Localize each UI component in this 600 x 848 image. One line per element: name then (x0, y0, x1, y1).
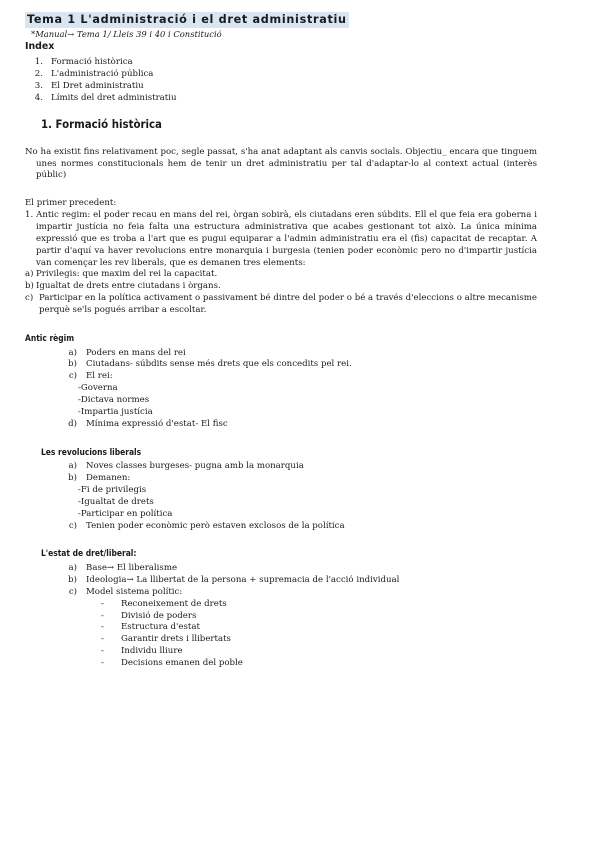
list-item (63, 575, 537, 587)
antic-regim-heading: Antic règim (25, 332, 75, 344)
list-text: Límits del dret administratiu (51, 92, 177, 103)
document-title: Tema 1 L'administració i el dret administratiu (27, 13, 347, 26)
list-marker: c) (68, 586, 77, 597)
list-text: Reconeixement de drets (121, 598, 227, 609)
dash-marker: - (101, 622, 104, 633)
list-text: Ideologia→ La llibertat de la persona + supremacia de l'acció individual (86, 574, 400, 585)
list-marker: b) (68, 473, 77, 484)
list-text: Participar en la política activament o passivament bé dintre del poder o bé a través d'eleccions o altre mecanisme perquè se'ls pogués arribar a escoltar. (39, 293, 537, 315)
list-text: Garantir drets i llibertats (121, 634, 231, 645)
antic-regim-list (63, 348, 537, 384)
section-intro (25, 147, 537, 183)
precedent-label: El primer precedent: (25, 198, 117, 209)
antic-regim-paragraph (25, 210, 537, 269)
list-text: Base→ El liberalisme (86, 563, 178, 574)
list-text: Tenien poder econòmic però estaven exclosos de la política (86, 520, 345, 531)
list-item (25, 281, 537, 293)
sub-list (78, 383, 537, 419)
sub-list (78, 485, 537, 521)
list-text: Igualtat de drets entre ciutadans i òrgans. (36, 281, 221, 292)
list-marker: a) (68, 461, 77, 472)
dash-marker: - (101, 657, 104, 668)
revolucions-heading: Les revolucions liberals (41, 446, 142, 458)
revolucions-list-cont (63, 521, 537, 533)
list-item (101, 611, 537, 623)
list-item (63, 473, 537, 485)
list-item (25, 81, 537, 93)
list-text: Individu lliure (121, 646, 183, 657)
sub-item: -Igualtat de drets (78, 496, 154, 507)
list-item (25, 293, 537, 317)
estat-dret-list (63, 563, 537, 599)
model-list (101, 599, 537, 670)
revolucions-list (63, 461, 537, 485)
list-text: El rei: (86, 371, 113, 382)
list-item (63, 348, 537, 360)
list-item (101, 658, 537, 670)
list-item (63, 371, 537, 383)
list-number: 3. (34, 80, 43, 91)
list-text: Noves classes burgeses- pugna amb la monarquia (86, 461, 304, 472)
sub-item: -Impartia justícia (78, 406, 153, 417)
list-marker: a) (68, 563, 77, 574)
list-text: Formació històrica (51, 57, 133, 68)
list-number: 2. (34, 69, 43, 80)
list-text: Divisió de poders (121, 610, 197, 621)
list-marker: b) (68, 574, 77, 585)
list-number: 4. (34, 92, 43, 103)
list-text: Model sistema polític: (86, 586, 183, 597)
dash-marker: - (101, 610, 104, 621)
list-item (101, 599, 537, 611)
dash-marker: - (101, 646, 104, 657)
list-text: Mínima expressió d'estat- El fisc (86, 418, 228, 429)
sub-item: -Dictava normes (78, 394, 150, 405)
intro-text: No ha existit fins relativament poc, segle passat, s'ha anat adaptant als canvis socials. Objectiu_ encara que tinguem unes normes constitucionals hem de tenir un dret administratiu per tal d'adaptar-lo al context actual (interès públic) (25, 146, 537, 181)
list-marker: d) (68, 418, 77, 429)
list-marker: c) (68, 371, 77, 382)
list-marker: b) (68, 359, 77, 370)
estat-dret-heading: L'estat de dret/liberal: (41, 548, 137, 560)
list-marker: c) (68, 520, 77, 531)
sub-item: -Fi de privilegis (78, 484, 147, 495)
list-item (25, 269, 537, 281)
list-text: L'administració pública (51, 69, 154, 80)
index-list (25, 57, 537, 104)
dash-marker: - (101, 634, 104, 645)
list-item (63, 587, 537, 599)
list-text: El Dret administratiu (51, 80, 144, 91)
list-marker: b) (25, 281, 34, 292)
sub-item: -Participar en política (78, 508, 173, 519)
index-heading: Index (25, 41, 55, 53)
list-item (25, 57, 537, 69)
list-marker: c) (25, 293, 34, 304)
list-text: Decisions emanen del poble (121, 657, 243, 668)
antic-regim-list-cont (63, 419, 537, 431)
list-text: Privilegis: que maxim del rei la capacitat. (36, 269, 218, 280)
list-item (25, 69, 537, 81)
sub-item: -Governa (78, 383, 118, 394)
section-heading: 1. Formació històrica (41, 116, 162, 131)
document-subtitle: *Manual→ Tema 1/ Lleis 39 i 40 i Constitució (31, 28, 222, 39)
list-item (63, 419, 537, 431)
list-number: 1. (34, 57, 43, 68)
list-text: Poders en mans del rei (86, 347, 186, 358)
list-item (101, 622, 537, 634)
list-item (101, 646, 537, 658)
list-item (101, 634, 537, 646)
list-item (63, 359, 537, 371)
list-item (63, 563, 537, 575)
dash-marker: - (101, 598, 104, 609)
antic-regim-text: 1. Antic regim: el poder recau en mans del rei, òrgan sobirà, els ciutadans eren súbdits. Ell el que feia era goberna i impartir justícia no feia falta una estructura administrativa que acabes gestionant tot això. La única mínima expressió que es troba a l'art que es pugui equiparar a l'admin administratiu era el (fis) capacitat de recaptar. A partir d'aquí va haver revolucions entre monarquia i burgesia (tenien poder econòmic pero no d'impartir justícia van començar les rev liberals, que es demanen tres elements: (25, 210, 537, 268)
list-text: Demanen: (86, 473, 131, 484)
list-text: Ciutadans- súbdits sense més drets que els concedits pel rei. (86, 359, 352, 370)
list-marker: a) (25, 269, 34, 280)
elements-list (25, 269, 537, 316)
list-item (63, 521, 537, 533)
list-text: Estructura d'estat (121, 622, 200, 633)
list-item (63, 461, 537, 473)
list-item (25, 93, 537, 105)
list-marker: a) (68, 347, 77, 358)
